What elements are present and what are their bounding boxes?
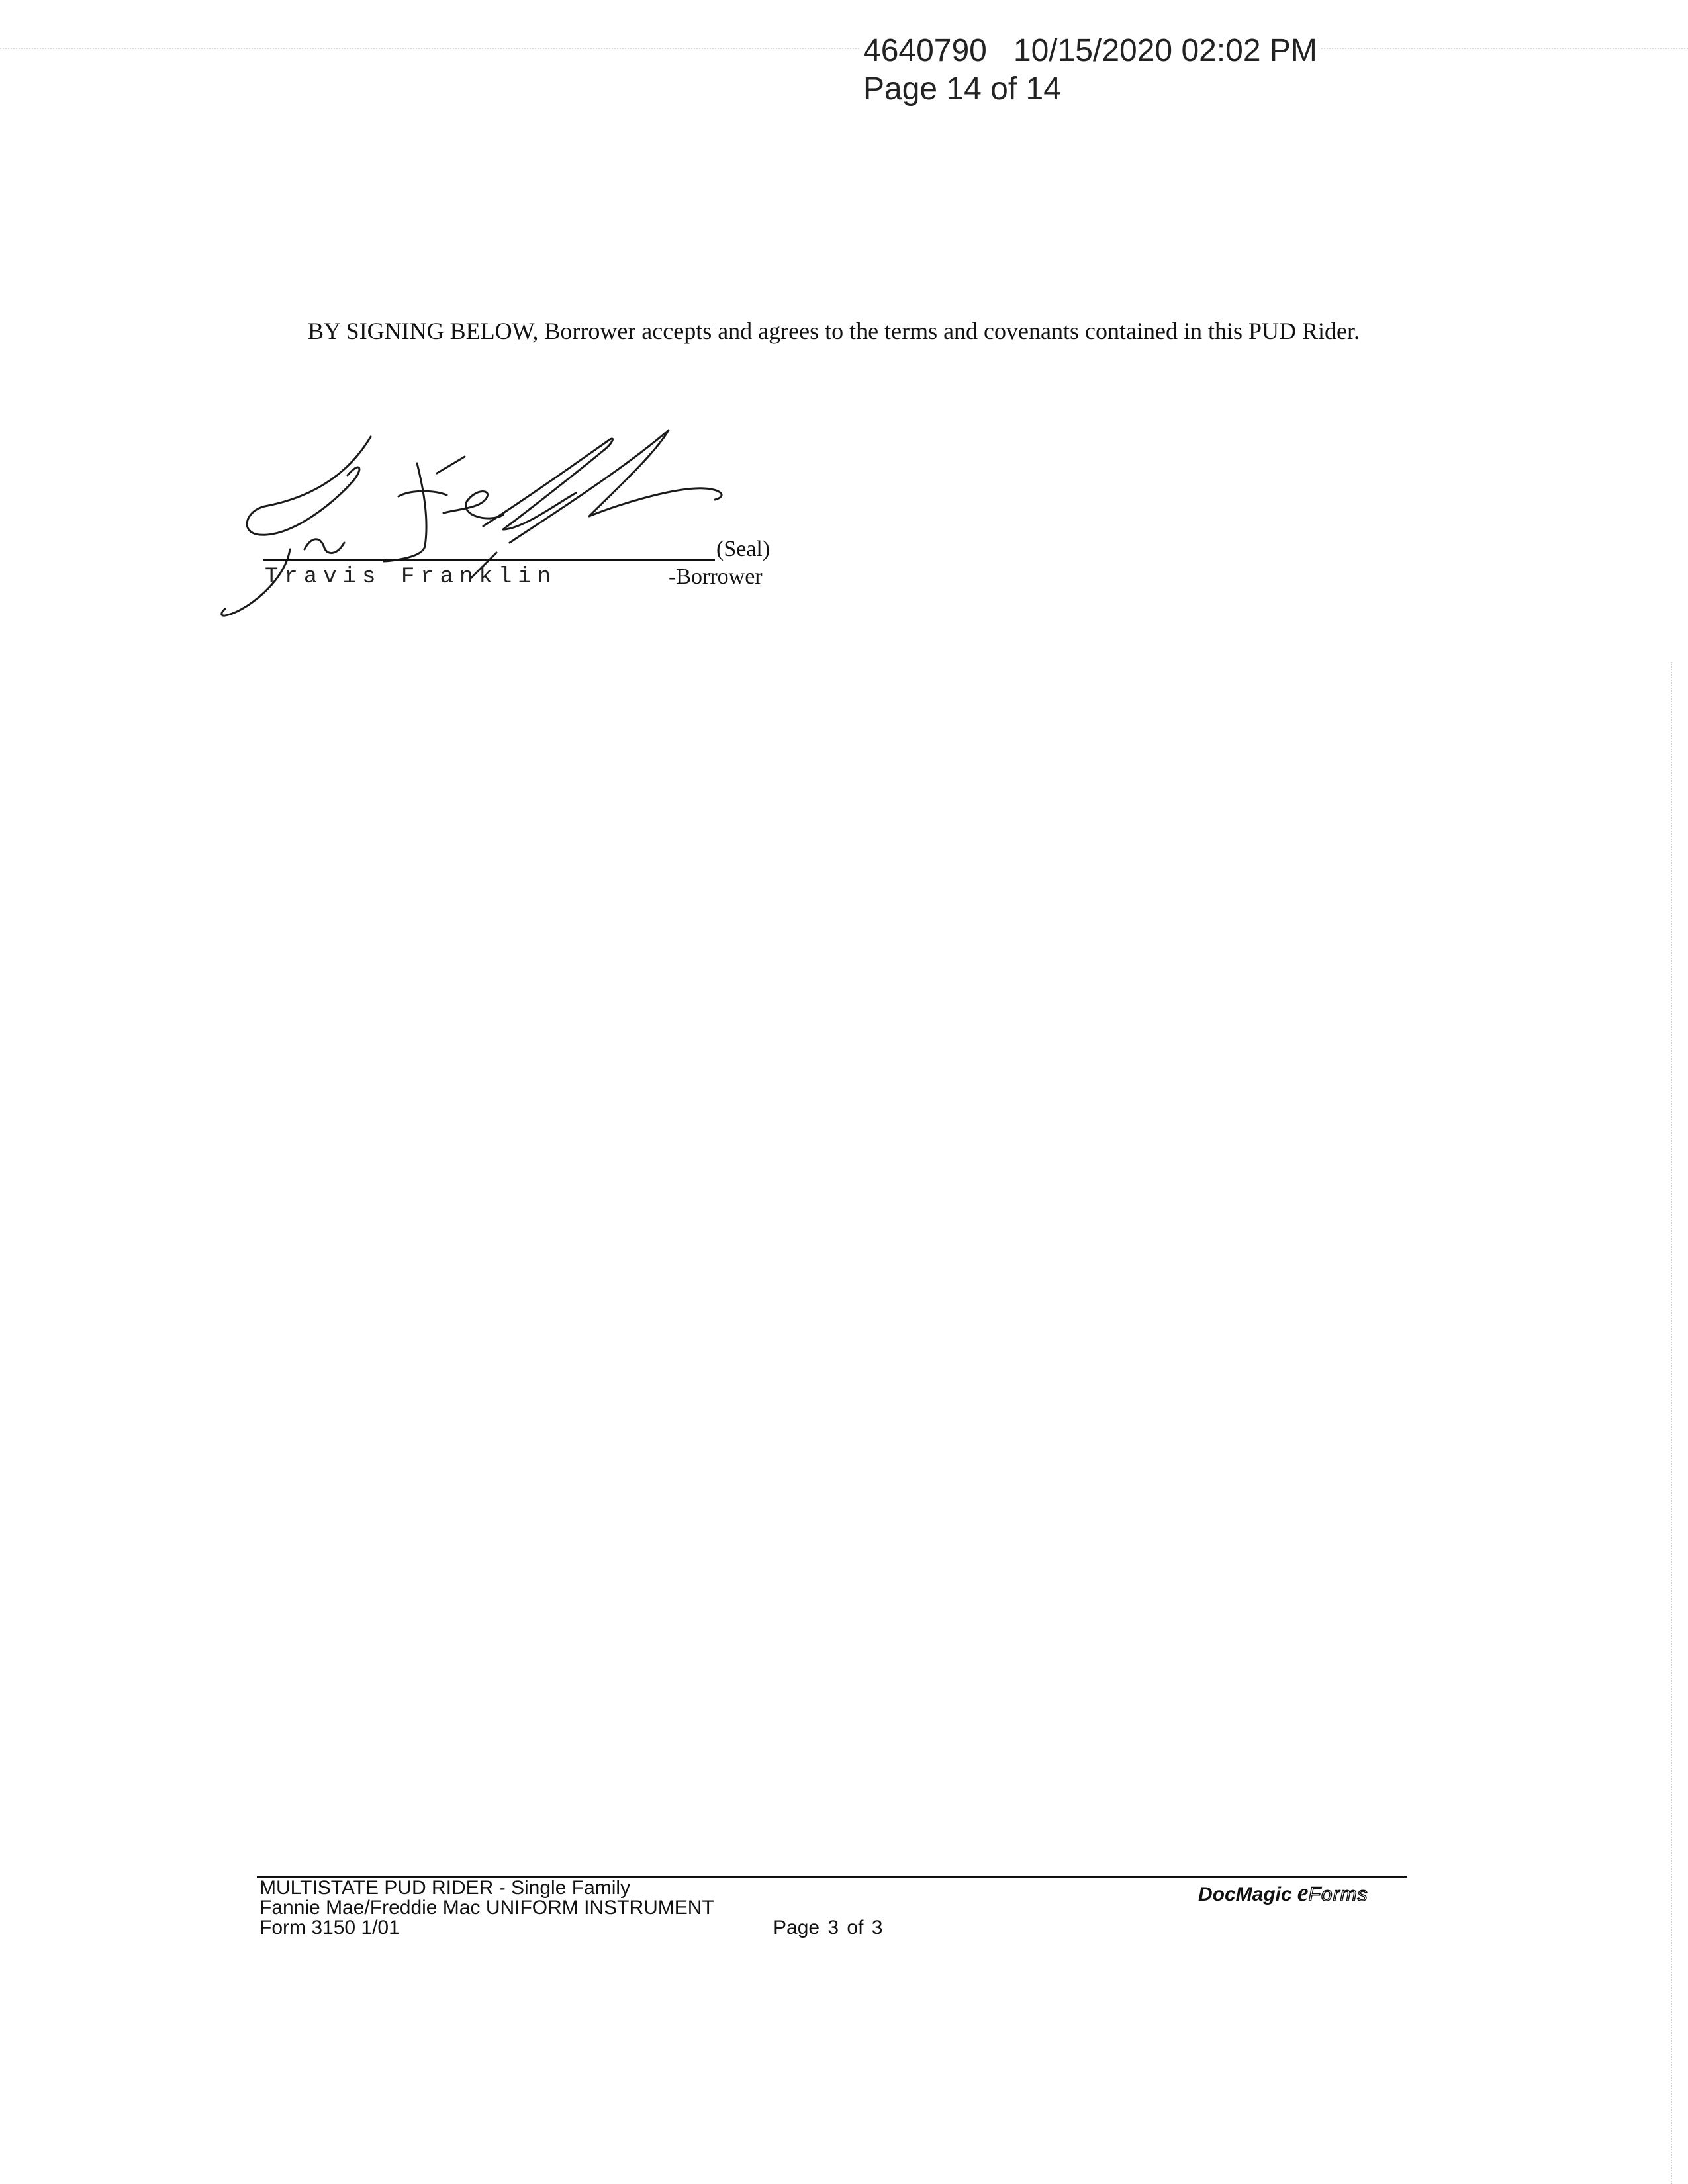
brand-e: e xyxy=(1297,1879,1309,1907)
footer-form-number: Form 3150 1/01 xyxy=(259,1917,400,1938)
signer-name: Travis Franklin xyxy=(265,565,557,590)
scan-artifact-dotted-line xyxy=(0,48,1688,49)
handwritten-signature xyxy=(218,424,814,622)
brand-forms: Forms xyxy=(1308,1884,1368,1905)
brand-name: DocMagic xyxy=(1198,1884,1292,1905)
footer-instrument: Fannie Mae/Freddie Mac UNIFORM INSTRUMENT xyxy=(259,1897,714,1919)
signer-role: -Borrower xyxy=(669,565,763,589)
recording-datetime: 10/15/2020 02:02 PM xyxy=(1013,33,1317,68)
signature-block xyxy=(218,424,814,622)
footer-page-number: Page 3 of 3 xyxy=(773,1917,883,1938)
footer-form-title: MULTISTATE PUD RIDER - Single Family xyxy=(259,1877,631,1899)
recording-page-label: Page 14 of 14 xyxy=(863,71,1061,107)
signature-line xyxy=(263,559,715,561)
docmagic-eforms-logo xyxy=(1198,1881,1368,1907)
recording-stamp-line xyxy=(863,32,1317,70)
seal-label: (Seal) xyxy=(716,537,771,561)
document-number: 4640790 xyxy=(863,33,987,68)
acceptance-paragraph: BY SIGNING BELOW, Borrower accepts and agrees to the terms and covenants contained in this PUD Rider. xyxy=(308,318,1360,344)
scan-artifact-edge-line xyxy=(1671,662,1672,2184)
footer-form-info xyxy=(259,1878,714,1938)
recording-stamp xyxy=(859,32,1321,109)
